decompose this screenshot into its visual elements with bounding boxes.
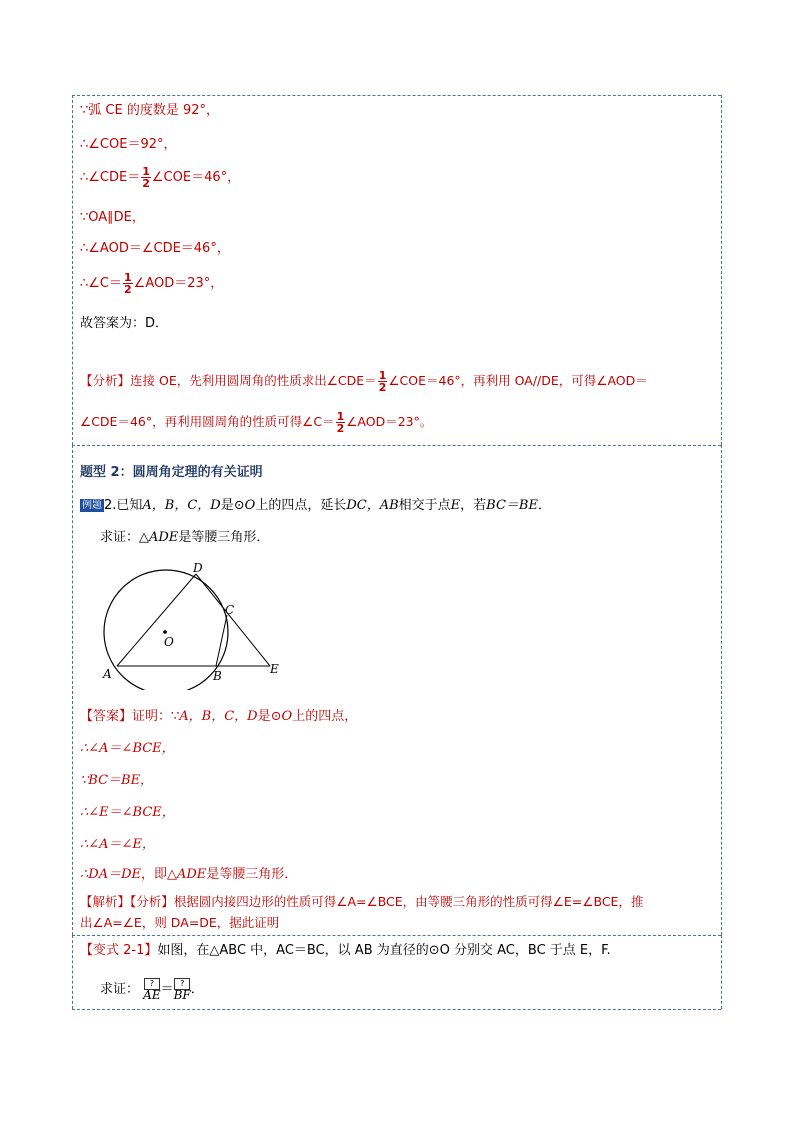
solution-conclusion: 故答案为：D． [80,316,169,331]
fraction: $\frac{1}{2}$ [378,369,387,394]
analysis2-tag: 【解析】【分析】 [80,894,174,909]
example-frame [72,445,722,935]
answer-line-2: ∴∠A＝∠BCE， [80,741,175,756]
analysis-line-1: 【分析】连接 OE，先利用圆周角的性质求出∠CDE＝ $\frac{1}{2}$ ∠COE＝46°，再利用 OA//DE，可得∠AOD＝ [80,369,648,394]
fraction: $\frac{1}{2}$ [336,410,345,435]
answer-line-5: ∴∠A＝∠E， [80,837,155,852]
segment-ad [117,574,196,666]
section-title: 题型 2：圆周角定理的有关证明 [80,465,263,480]
fraction: $\frac{1}{2}$ [124,271,132,296]
fraction: $\frac{1}{2}$ [142,165,150,190]
solution-line-2: ∴∠COE＝92°， [80,137,177,152]
example-prove: 求证：△ADE是等腰三角形． [100,530,270,545]
solution-line-3: ∴∠CDE＝ $\frac{1}{2}$ ∠COE＝46°， [80,165,241,190]
segment-de [196,574,270,666]
frame-top-border [72,95,721,96]
label-e: E [270,662,279,676]
solution-line-1: ∵弧 CE 的度数是 92°， [80,103,220,118]
circle-o [104,570,228,690]
label-c: C [225,603,235,617]
analysis-tag: 【分析】 [80,373,131,388]
answer-line-1: 【答案】证明：∵A，B，C，D是⊙O上的四点， [80,709,358,724]
arc-ae: ? AE [143,979,161,1002]
answer-line-4: ∴∠E＝∠BCE， [80,805,175,820]
variant-line-1: 【变式 2-1】如图，在△ABC 中，AC＝BC，以 AB 为直径的⊙O 分别交 AC，BC 于点 E，F. [80,943,611,958]
analysis2-line-1: 【解析】【分析】根据圆内接四边形的性质可得∠A=∠BCE，由等腰三角形的性质可得∠E=∠BCE，推 [80,894,644,909]
variant-tag: 【变式 2-1】 [80,943,158,958]
variant-line-2: 求证： ? AE＝ ? BF． [100,979,204,1002]
analysis2-line-2: 出∠A=∠E，则 DA=DE，据此证明 [80,915,280,930]
label-b: B [213,669,222,683]
frame-bottom-border [72,1009,721,1010]
label-o: O [164,635,174,649]
label-a: A [103,667,112,681]
answer-line-3: ∵BC＝BE， [80,773,154,788]
circle-figure [98,560,288,690]
arc-bf: ? BF [173,979,191,1002]
label-d: D [193,561,203,575]
center-dot [163,630,167,634]
example-badge: 例题 [82,500,102,511]
answer-tag: 【答案】 [80,709,133,724]
solution-line-6: ∴∠C＝ $\frac{1}{2}$ ∠AOD＝23°， [80,271,224,296]
answer-line-6: ∴DA＝DE，即△ADE是等腰三角形． [80,867,298,882]
solution-line-4: ∵OA∥DE， [80,210,145,225]
analysis-line-2: ∠CDE＝46°，再利用圆周角的性质可得∠C＝ $\frac{1}{2}$ ∠AOD＝23°。 [80,410,433,435]
missing-image-icon: ? [174,978,190,990]
example-question: 例题 2.已知A，B，C，D是⊙O上的四点，延长DC，AB相交于点E，若BC＝BE． [82,498,551,513]
solution-line-5: ∴∠AOD＝∠CDE＝46°， [80,241,230,256]
missing-image-icon: ? [144,978,160,990]
